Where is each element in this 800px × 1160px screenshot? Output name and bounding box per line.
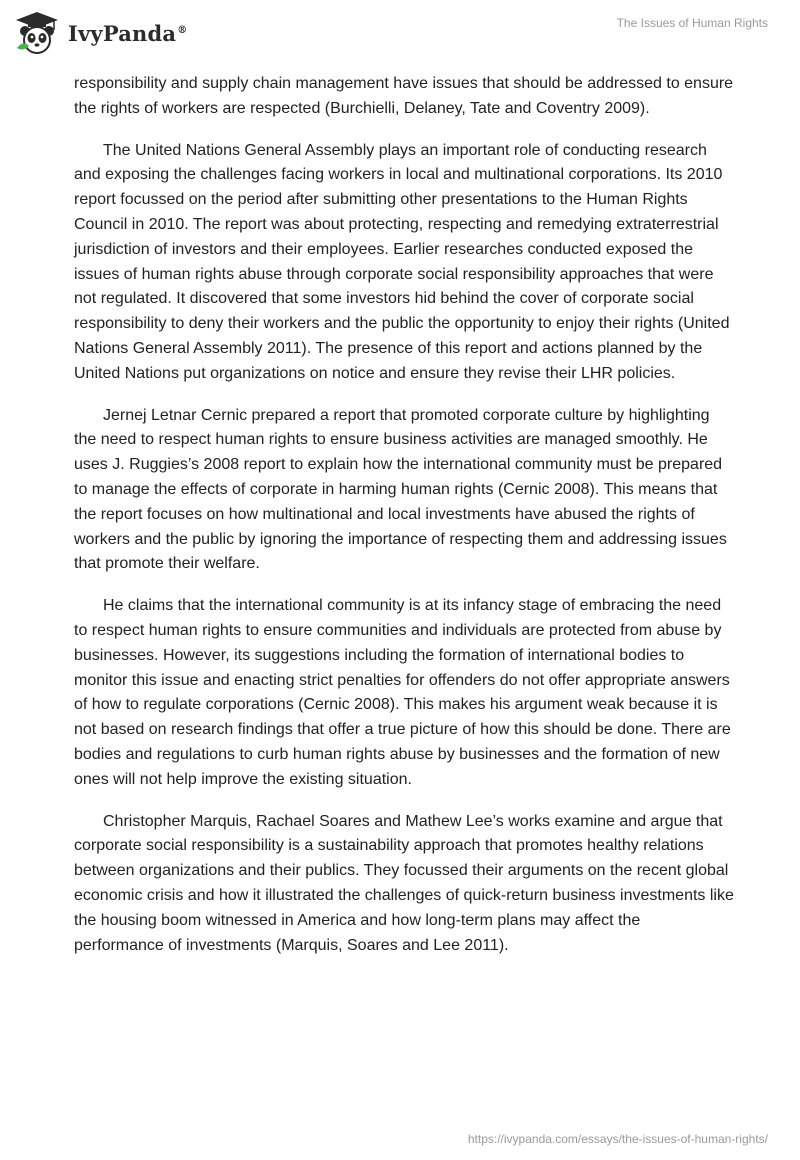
paragraph: He claims that the international community is at its infancy stage of embracing the need to respect human rights to ensure communities and individuals are protected from abuse by businesses. However, its suggestions including the formation of international bodies to monitor this issue and enacting strict penalties for offenders do not offer appropriate answers of how to regulate corporations (Cernic 2008). This makes his argument weak because it is not based on research findings that offer a true picture of how this should be done. There are bodies and regulations to curb human rights abuse by businesses and the formation of new ones will not help improve the existing situation. [74,597,731,788]
paragraph: Jernej Letnar Cernic prepared a report that promoted corporate culture by highlighting the need to respect human rights to ensure business activities are managed smoothly. He uses J. Ruggies’s 2008 report to explain how the international community must be prepared to manage the effects of corporate in harming human rights (Cernic 2008). This means that the report focuses on how multinational and local investments have abused the rights of workers and the public by ignoring the importance of respecting them and addressing issues that promote their welfare. [74,406,727,573]
paragraph: The United Nations General Assembly plays an important role of conducting research and exposing the challenges facing workers in local and multinational corporations. Its 2010 report focussed on the period after submitting other presentations to the Human Rights Council in 2010. The report was about protecting, respecting and remedying extraterrestrial jurisdiction of investors and their employees. Earlier researches conducted exposed the issues of human rights abuse through corporate social responsibility approaches that were not regulated. It discovered that some investors hid behind the cover of corporate social responsibility to deny their workers and the public the opportunity to enjoy their rights (United Nations General Assembly 2011). The presence of this report and actions planned by the United Nations put organizations on notice and ensure they revise their LHR policies. [74,141,730,382]
page-header [0,0,800,64]
paragraph: Christopher Marquis, Rachael Soares and Mathew Lee’s works examine and argue that corporate social responsibility is a sustainability approach that promotes healthy relations between organizations and their publics. They focussed their arguments on the recent global economic crisis and how it illustrated the challenges of quick-return business investments like the housing boom witnessed in America and how long-term plans may affect the performance of investments (Marquis, Soares and Lee 2011). [74,812,734,954]
registered-mark: ® [177,24,188,36]
brand-name: IvyPanda® [68,20,188,46]
essay-body [74,72,734,975]
ivypanda-logo[interactable] [14,10,187,56]
paragraph-continued: responsibility and supply chain management have issues that should be addressed to ensure the rights of workers are respected (Burchielli, Delaney, Tate and Coventry 2009). [74,75,734,117]
source-url[interactable]: https://ivypanda.com/essays/the-issues-of-human-rights/ [467,1132,768,1146]
panda-graduate-icon [14,10,60,56]
document-title: The Issues of Human Rights [616,16,768,30]
